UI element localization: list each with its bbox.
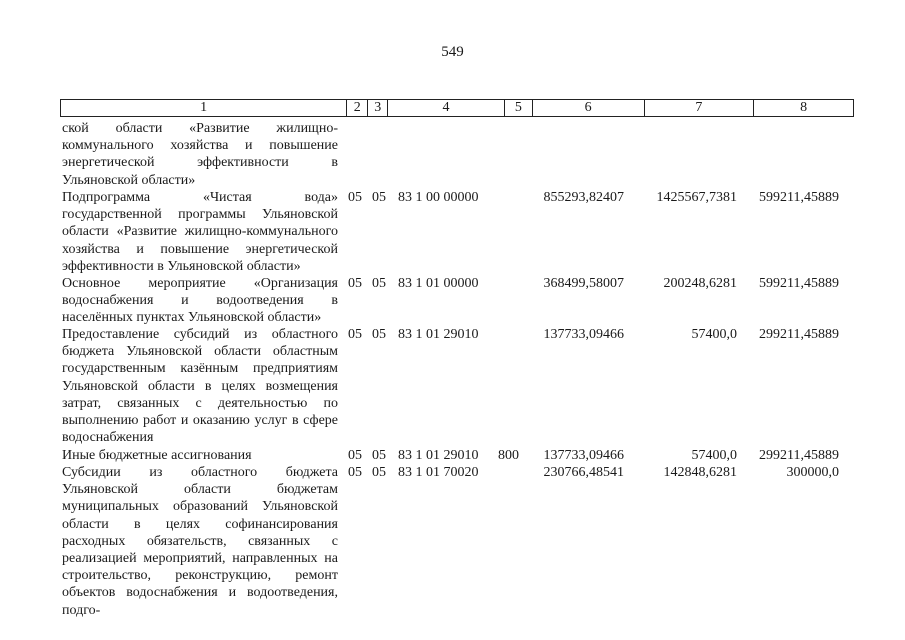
- row-description: Предоставление субсидий из областного бюджета Ульяновской области областным государственным казённым предприятиям Ульяновской области в целях возмещения затрат, связанных с деятельностью по выполнению работ и оказанию услуг в сфере водоснабжения: [62, 327, 338, 446]
- row-amount-col7: 57400,0: [691, 327, 737, 342]
- row-section: 05: [348, 276, 362, 291]
- row-amount-col7: 57400,0: [691, 448, 737, 463]
- row-amount-col7: 1425567,7381: [656, 190, 737, 205]
- row-subsection: 05: [372, 465, 386, 480]
- row-amount-col7: 200248,6281: [663, 276, 737, 291]
- column-header-5: 5: [505, 100, 533, 116]
- row-description: Субсидии из областного бюджета Ульяновской области бюджетам муниципальных образований Ульяновской области в целях софинансирования расходных обязательств, связанных с реализацией мероприятий, направленных на строительство, реконструкцию, ремонт объектов водоснабжения и водоотведения, подго-: [62, 465, 338, 618]
- column-header-6: 6: [533, 100, 645, 116]
- row-target-code: 83 1 01 29010: [398, 327, 479, 342]
- row-section: 05: [348, 190, 362, 205]
- column-header-3: 3: [368, 100, 388, 116]
- row-description: Иные бюджетные ассигнования: [62, 448, 252, 463]
- table-header: [60, 99, 854, 117]
- row-amount-col6: 137733,09466: [543, 327, 624, 342]
- row-description: ской области «Развитие жилищно-коммунального хозяйства и повышение энергетической эффективности в Ульяновской области»: [62, 121, 338, 188]
- row-amount-col6: 368499,58007: [543, 276, 624, 291]
- row-amount-col8: 300000,0: [786, 465, 839, 480]
- row-target-code: 83 1 01 00000: [398, 276, 479, 291]
- row-section: 05: [348, 448, 362, 463]
- row-subsection: 05: [372, 448, 386, 463]
- row-amount-col8: 299211,45889: [759, 448, 839, 463]
- row-subsection: 05: [372, 327, 386, 342]
- column-header-7: 7: [645, 100, 755, 116]
- row-amount-col6: 855293,82407: [543, 190, 624, 205]
- row-amount-col8: 299211,45889: [759, 327, 839, 342]
- row-amount-col8: 599211,45889: [759, 190, 839, 205]
- row-amount-col7: 142848,6281: [663, 465, 737, 480]
- page-number: 549: [441, 44, 464, 60]
- column-header-1: 1: [61, 100, 347, 116]
- row-amount-col8: 599211,45889: [759, 276, 839, 291]
- row-section: 05: [348, 327, 362, 342]
- column-header-4: 4: [388, 100, 505, 116]
- row-target-code: 83 1 00 00000: [398, 190, 479, 205]
- row-section: 05: [348, 465, 362, 480]
- row-subsection: 05: [372, 190, 386, 205]
- column-header-8: 8: [800, 100, 808, 115]
- column-header-2: 2: [347, 100, 368, 116]
- row-target-code: 83 1 01 70020: [398, 465, 479, 480]
- row-amount-col6: 137733,09466: [543, 448, 624, 463]
- row-target-code: 83 1 01 29010: [398, 448, 479, 463]
- row-description: Основное мероприятие «Организация водоснабжения и водоотведения в населённых пунктах Ульяновской области»: [62, 276, 338, 326]
- row-expense-type: 800: [498, 448, 519, 463]
- row-description: Подпрограмма «Чистая вода» государственной программы Ульяновской области «Развитие жилищно-коммунального хозяйства и повышение энергетической эффективности в Ульяновской области»: [62, 190, 338, 274]
- row-subsection: 05: [372, 276, 386, 291]
- row-amount-col6: 230766,48541: [543, 465, 624, 480]
